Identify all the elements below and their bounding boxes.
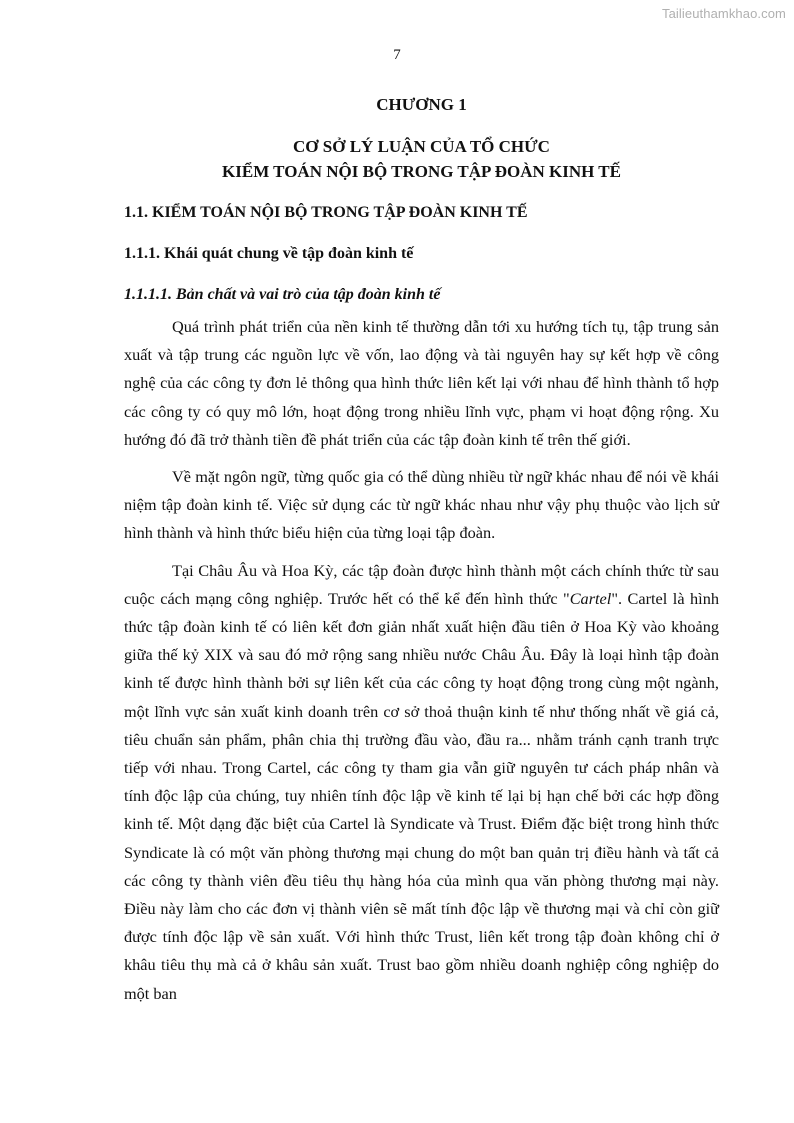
- subsubsection-heading: 1.1.1.1. Bản chất và vai trò của tập đoàn kinh tế: [124, 286, 441, 303]
- paragraph-2: Về mặt ngôn ngữ, từng quốc gia có thể dùng nhiều từ ngữ khác nhau để nói về khái niệm tập đoàn kinh tế. Việc sử dụng các từ ngữ khác nhau như vậy phụ thuộc vào lịch sử hình thành và hình thức biểu hiện của từng loại tập đoàn.: [124, 467, 719, 543]
- section-heading: 1.1. KIỂM TOÁN NỘI BỘ TRONG TẬP ĐOÀN KINH TẾ: [124, 204, 528, 221]
- chapter-label: CHƯƠNG 1: [376, 95, 467, 114]
- subsection-heading: 1.1.1. Khái quát chung về tập đoàn kinh tế: [124, 245, 414, 262]
- chapter-title-line-1: CƠ SỞ LÝ LUẬN CỦA TỔ CHỨC: [293, 137, 550, 156]
- body-text: [124, 313, 719, 1017]
- paragraph-3: [124, 557, 719, 1008]
- chapter-title-line-2: KIỂM TOÁN NỘI BỘ TRONG TẬP ĐOÀN KINH TẾ: [222, 162, 621, 181]
- watermark: Tailieuthamkhao.com: [661, 6, 786, 21]
- paragraph-3-part-a: Tại Châu Âu và Hoa Kỳ, các tập đoàn được hình thành một cách chính thức từ sau cuộc cách mạng công nghiệp. Trước hết có thể kể đến hình thức ": [124, 560, 719, 608]
- paragraph-1: Quá trình phát triển của nền kinh tế thường dẫn tới xu hướng tích tụ, tập trung sản xuất và tập trung các nguồn lực về vốn, lao động và tài nguyên hay sự kết hợp về công nghệ của các công ty đơn lẻ thông qua hình thức liên kết lại với nhau để hình thành tổ hợp các công ty có quy mô lớn, hoạt động trong nhiều lĩnh vực, phạm vi hoạt động rộng. Xu hướng đó đã trở thành tiền đề phát triển của các tập đoàn kinh tế trên thế giới.: [124, 317, 719, 449]
- paragraph-3-part-b: ". Cartel là hình thức tập đoàn kinh tế có liên kết đơn giản nhất xuất hiện đầu tiên ở Hoa Kỳ vào khoảng giữa thế kỷ XIX và sau đó mở rộng sang nhiều nước Châu Âu. Đây là loại hình tập đoàn kinh tế được hình thành bởi sự liên kết của các công ty hoạt động trong cùng một ngành, một lĩnh vực sản xuất kinh doanh trên cơ sở thoả thuận kinh tế như thống nhất về giá cả, tiêu chuẩn sản phẩm, phân chia thị trường đầu vào, đầu ra... nhằm tránh cạnh tranh trực tiếp với nhau. Trong Cartel, các công ty tham gia vẫn giữ nguyên tư cách pháp nhân và tính độc lập của chúng, tuy nhiên tính độc lập về kinh tế lại bị hạn chế bởi các hợp đồng kinh tế. Một dạng đặc biệt của Cartel là Syndicate và Trust. Điểm đặc biệt trong hình thức Syndicate là có một văn phòng thương mại chung do một ban quản trị điều hành và tất cả các công ty thành viên đều tiêu thụ hàng hóa của mình qua văn phòng thương mại này. Điều này làm cho các đơn vị thành viên sẽ mất tính độc lập về thương mại và chỉ còn giữ được tính độc lập về sản xuất. Với hình thức Trust, liên kết trong tập đoàn không chỉ ở khâu tiêu thụ mà cả ở khâu sản xuất. Trust bao gồm nhiều doanh nghiệp công nghiệp do một ban: [124, 588, 719, 1003]
- chapter-title: [124, 134, 719, 184]
- cartel-emphasis: Cartel: [569, 588, 612, 608]
- page-number: 7: [393, 47, 401, 63]
